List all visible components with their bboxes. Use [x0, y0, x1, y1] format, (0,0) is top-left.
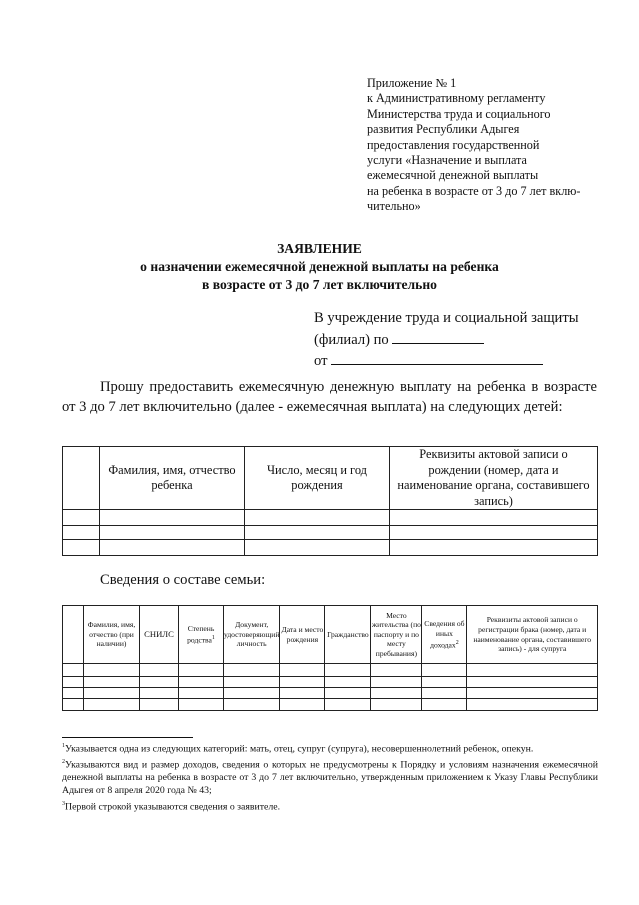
- table-cell[interactable]: [63, 677, 84, 688]
- branch-field[interactable]: [392, 329, 484, 344]
- table-cell[interactable]: [467, 664, 598, 677]
- footnote-text: Указывается одна из следующих категорий: мать, отец, супруг (супруга), несовершеннолетний ребенок, опекун.: [65, 743, 534, 755]
- table-cell[interactable]: [422, 664, 467, 677]
- addressee-branch-label: (филиал) по: [314, 331, 389, 348]
- table-cell[interactable]: [63, 510, 100, 526]
- footnote-mark: 2: [455, 639, 459, 646]
- footnote-1: [62, 740, 598, 756]
- table-cell[interactable]: [179, 677, 224, 688]
- table-header-cell: [63, 606, 84, 664]
- footnote-mark: 1: [62, 743, 65, 749]
- table-row: [63, 688, 598, 699]
- footnote-3: [62, 798, 598, 814]
- document-subtitle-line1: о назначении ежемесячной денежной выплаты на ребенка: [140, 259, 499, 274]
- appendix-line: услуги «Назначение и выплата: [367, 153, 527, 168]
- appendix-line: ежемесячной денежной выплаты: [367, 168, 539, 183]
- table-cell[interactable]: [371, 699, 422, 711]
- table-cell[interactable]: [179, 699, 224, 711]
- document-title: ЗАЯВЛЕНИЕ: [277, 241, 362, 256]
- table-header-cell: Фамилия, имя, отчество ребенка: [100, 447, 245, 510]
- table-row: [63, 664, 598, 677]
- table-cell[interactable]: [422, 699, 467, 711]
- table-cell[interactable]: [63, 664, 84, 677]
- appendix-line: Приложение № 1: [367, 76, 457, 90]
- table-cell[interactable]: [422, 688, 467, 699]
- addressee-from-label: от: [314, 353, 328, 369]
- table-header-cell: [140, 606, 179, 664]
- table-cell[interactable]: [179, 664, 224, 677]
- table-header-cell: Число, месяц и год рождения: [245, 447, 390, 510]
- table-cell[interactable]: [325, 699, 371, 711]
- table-cell[interactable]: [371, 664, 422, 677]
- appendix-line: на ребенка в возрасте от 3 до 7 лет вклю-: [367, 183, 581, 198]
- header-text: Сведения об иных доходах: [424, 619, 465, 650]
- family-table: [62, 605, 598, 711]
- table-row: [63, 526, 598, 540]
- table-cell[interactable]: [63, 526, 100, 540]
- appendix-line: предоставления государственной: [367, 137, 540, 152]
- family-section-label: Сведения о составе семьи:: [100, 572, 266, 588]
- table-cell[interactable]: [100, 510, 245, 526]
- table-cell[interactable]: [63, 540, 100, 556]
- table-header-cell: [63, 447, 100, 510]
- table-cell[interactable]: [467, 677, 598, 688]
- table-cell[interactable]: [84, 688, 140, 699]
- document-subtitle-line2: в возрасте от 3 до 7 лет включительно: [202, 277, 437, 292]
- table-cell[interactable]: [422, 677, 467, 688]
- table-header-row: [63, 447, 598, 510]
- table-cell[interactable]: [100, 526, 245, 540]
- header-text: СНИЛС: [144, 628, 174, 639]
- table-cell[interactable]: [84, 677, 140, 688]
- appendix-block: [367, 76, 607, 215]
- table-cell[interactable]: [84, 699, 140, 711]
- table-cell[interactable]: [140, 664, 179, 677]
- table-cell[interactable]: [280, 688, 325, 699]
- table-header-cell: [280, 606, 325, 664]
- table-header-cell: [179, 606, 224, 664]
- table-cell[interactable]: [325, 677, 371, 688]
- table-cell[interactable]: [245, 510, 390, 526]
- table-cell[interactable]: [390, 510, 598, 526]
- footnote-mark: 2: [62, 758, 65, 765]
- header-text: Дата и место рождения: [281, 624, 324, 644]
- request-text: Прошу предоставить ежемесячную денежную выплату на ребенка в возрасте от 3 до 7 лет включительно (далее - ежемесячная выплата) на следующих детей:: [62, 379, 597, 415]
- table-cell[interactable]: [280, 699, 325, 711]
- table-cell[interactable]: [179, 688, 224, 699]
- table-cell[interactable]: [325, 664, 371, 677]
- table-cell[interactable]: [390, 526, 598, 540]
- table-cell[interactable]: [224, 699, 280, 711]
- table-cell[interactable]: [140, 699, 179, 711]
- table-header-cell: [371, 606, 422, 664]
- appendix-line: чительно»: [367, 199, 421, 214]
- table-header-cell: [325, 606, 371, 664]
- footnote-text: Указываются вид и размер доходов, сведения о которых не предусмотрены к Порядку и условиям назначения ежемесячной денежной выплаты на ребенка в возрасте от 3 до 7 лет включительно, утвержденным приложением к Указу Главы Республики Адыгея от 8 апреля 2020 года № 43;: [62, 758, 598, 797]
- table-cell[interactable]: [84, 664, 140, 677]
- table-cell[interactable]: [280, 664, 325, 677]
- footnote-rule: [62, 737, 193, 738]
- table-cell[interactable]: [140, 677, 179, 688]
- table-cell[interactable]: [100, 540, 245, 556]
- children-table: [62, 446, 598, 556]
- table-cell[interactable]: [224, 664, 280, 677]
- header-text: Гражданство: [327, 629, 369, 639]
- footnotes: [62, 737, 598, 813]
- table-cell[interactable]: [224, 688, 280, 699]
- table-cell[interactable]: [245, 526, 390, 540]
- table-cell[interactable]: [325, 688, 371, 699]
- footnote-text: Первой строкой указываются сведения о заявителе.: [65, 800, 281, 812]
- addressee-block: [314, 309, 579, 372]
- table-row: [63, 540, 598, 556]
- table-row: [63, 699, 598, 711]
- table-header-cell: [467, 606, 598, 664]
- footnote-2: [62, 756, 598, 798]
- table-header-cell: [422, 606, 467, 664]
- table-cell[interactable]: [224, 677, 280, 688]
- header-text: Фамилия, имя, отчество (при наличии): [87, 620, 136, 649]
- table-row: [63, 510, 598, 526]
- table-cell[interactable]: [63, 699, 84, 711]
- table-cell[interactable]: [280, 677, 325, 688]
- request-paragraph: [62, 378, 597, 417]
- table-header-row: [63, 606, 598, 664]
- table-cell[interactable]: [245, 540, 390, 556]
- table-header-cell: [84, 606, 140, 664]
- table-header-cell: Реквизиты актовой записи о рождении (номер, дата и наименование органа, составившего запись): [390, 447, 598, 510]
- appendix-line: к Административному регламенту: [367, 91, 546, 106]
- table-row: [63, 677, 598, 688]
- table-cell[interactable]: [467, 699, 598, 711]
- applicant-name-field[interactable]: [331, 350, 543, 365]
- table-cell[interactable]: [467, 688, 598, 699]
- table-cell[interactable]: [140, 688, 179, 699]
- footnote-mark: 1: [211, 634, 215, 641]
- table-header-cell: [224, 606, 280, 664]
- footnote-mark: 3: [62, 800, 65, 807]
- appendix-line: Министерства труда и социального: [367, 106, 551, 121]
- header-text: Документ, удостоверяющий личность: [224, 620, 280, 649]
- appendix-line: развития Республики Адыгея: [367, 122, 520, 137]
- table-cell[interactable]: [390, 540, 598, 556]
- header-text: Реквизиты актовой записи о регистрации брака (номер, дата и наименование органа, составившего запись) - для супруга: [473, 615, 592, 654]
- table-cell[interactable]: [63, 688, 84, 699]
- table-cell[interactable]: [371, 688, 422, 699]
- header-text: Степень родства: [187, 624, 215, 645]
- header-text: Место жительства (по паспорту и по месту пребывания): [371, 610, 421, 658]
- table-cell[interactable]: [371, 677, 422, 688]
- addressee-line1: В учреждение труда и социальной защиты: [314, 310, 579, 326]
